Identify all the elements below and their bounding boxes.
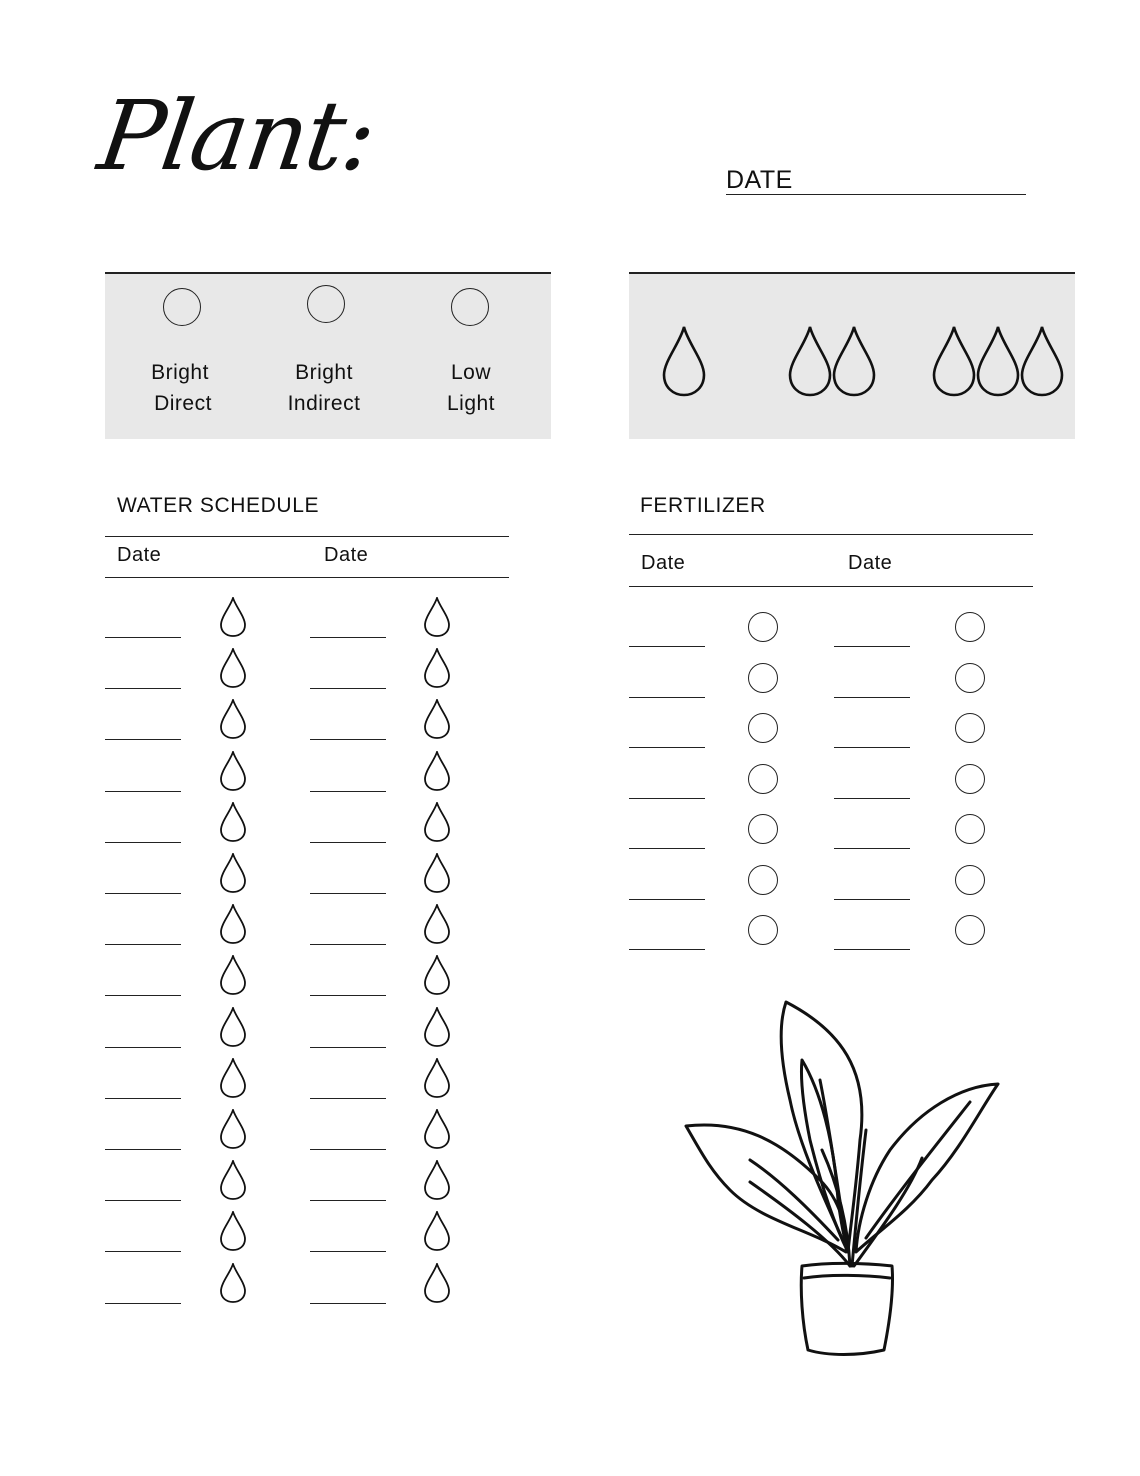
water-date-header-2: Date [324, 544, 369, 566]
drop-icon[interactable] [424, 1211, 450, 1251]
fertilizer-date-header-1: Date [641, 552, 686, 574]
water-date-blank[interactable] [105, 1251, 181, 1252]
water-date-blank[interactable] [310, 1200, 386, 1201]
fertilizer-checkbox[interactable] [955, 764, 985, 794]
water-date-blank[interactable] [310, 1303, 386, 1304]
water-date-blank[interactable] [310, 1149, 386, 1150]
fertilizer-date-blank[interactable] [834, 697, 910, 698]
low-light-label: Low Light [446, 361, 496, 415]
fertilizer-date-blank[interactable] [834, 949, 910, 950]
drop-icon[interactable] [424, 1058, 450, 1098]
drop-icon[interactable] [220, 1263, 246, 1303]
fertilizer-date-blank[interactable] [834, 646, 910, 647]
water-schedule-heading: WATER SCHEDULE [117, 494, 320, 517]
fertilizer-date-blank[interactable] [834, 899, 910, 900]
fertilizer-checkbox[interactable] [955, 915, 985, 945]
fertilizer-date-blank[interactable] [834, 747, 910, 748]
fertilizer-checkbox[interactable] [748, 713, 778, 743]
drop-icon[interactable] [220, 1058, 246, 1098]
fertilizer-checkbox[interactable] [748, 865, 778, 895]
fertilizer-date-blank[interactable] [629, 848, 705, 849]
fertilizer-date-header-2: Date [848, 552, 893, 574]
water-date-blank[interactable] [310, 1047, 386, 1048]
drop-icon[interactable] [424, 1109, 450, 1149]
fertilizer-checkbox[interactable] [955, 663, 985, 693]
fertilizer-checkbox[interactable] [748, 814, 778, 844]
drop-icon[interactable] [220, 1007, 246, 1047]
fertilizer-checkbox[interactable] [955, 713, 985, 743]
drop-icon[interactable] [424, 1007, 450, 1047]
water-date-blank[interactable] [310, 1098, 386, 1099]
potted-plant-illustration [670, 990, 1020, 1370]
bright-indirect-label: Bright Indirect [287, 361, 361, 415]
fertilizer-checkbox[interactable] [748, 915, 778, 945]
fertilizer-checkbox[interactable] [955, 865, 985, 895]
water-date-blank[interactable] [105, 1200, 181, 1201]
date-label: DATE [726, 166, 793, 194]
fertilizer-date-blank[interactable] [834, 848, 910, 849]
fertilizer-date-blank[interactable] [629, 646, 705, 647]
fertilizer-date-blank[interactable] [629, 899, 705, 900]
drop-icon[interactable] [220, 1211, 246, 1251]
drop-icon[interactable] [220, 1109, 246, 1149]
water-date-blank[interactable] [310, 1251, 386, 1252]
page-title: Plant: [92, 80, 382, 192]
fertilizer-checkbox[interactable] [748, 764, 778, 794]
water-date-blank[interactable] [105, 1098, 181, 1099]
drop-icon[interactable] [424, 1263, 450, 1303]
fertilizer-date-blank[interactable] [629, 949, 705, 950]
fertilizer-date-blank[interactable] [629, 798, 705, 799]
water-date-blank[interactable] [105, 1047, 181, 1048]
bright-direct-label: Bright Direct [151, 361, 212, 415]
fertilizer-date-blank[interactable] [629, 697, 705, 698]
fertilizer-checkbox[interactable] [748, 612, 778, 642]
drop-icon[interactable] [220, 1160, 246, 1200]
water-date-blank[interactable] [105, 1149, 181, 1150]
fertilizer-heading: FERTILIZER [640, 494, 766, 517]
water-date-blank[interactable] [105, 1303, 181, 1304]
water-date-header-1: Date [117, 544, 162, 566]
drop-icon[interactable] [424, 1160, 450, 1200]
fertilizer-date-blank[interactable] [834, 798, 910, 799]
fertilizer-checkbox[interactable] [955, 814, 985, 844]
fertilizer-date-blank[interactable] [629, 747, 705, 748]
fertilizer-checkbox[interactable] [955, 612, 985, 642]
fertilizer-checkbox[interactable] [748, 663, 778, 693]
